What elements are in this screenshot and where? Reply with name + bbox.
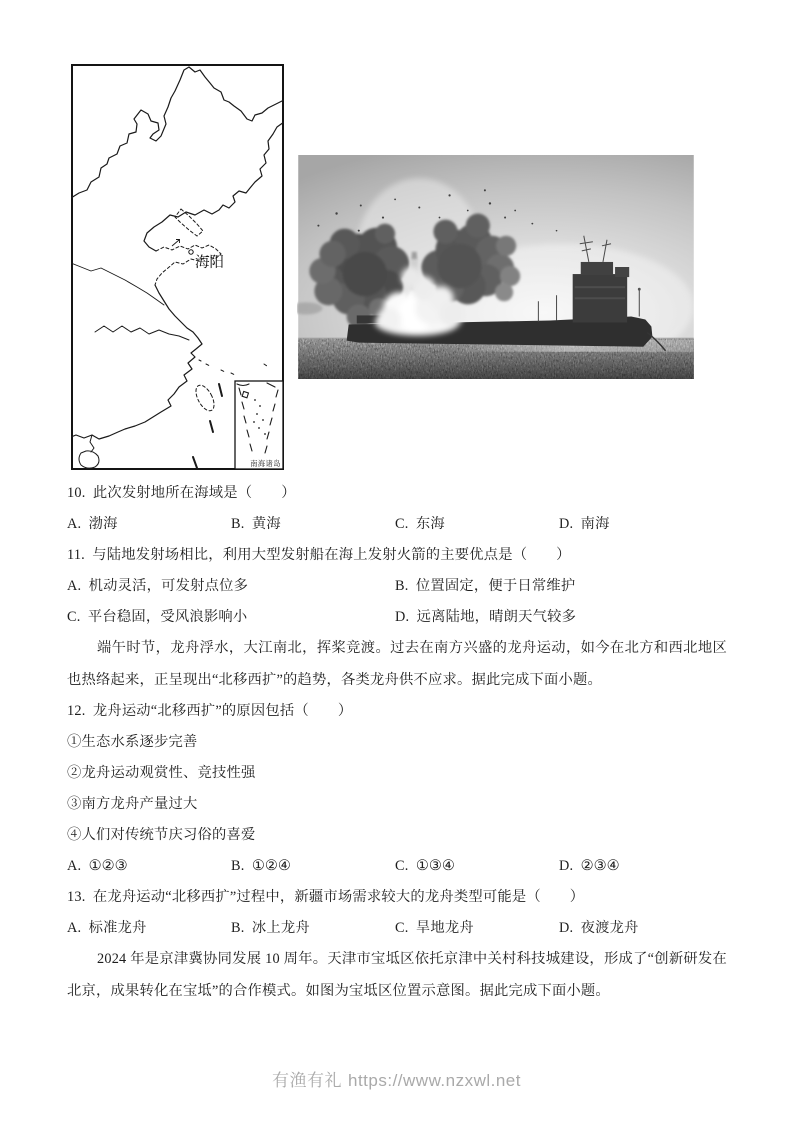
q12-stem: 12. 龙舟运动“北移西扩”的原因包括（ ） — [67, 703, 353, 719]
baodi-passage: 2024 年是京津冀协同发展 10 周年。天津市宝坻区依托京津中关村科技城建设，形成了“创新研发在北京，成果转化在宝坻”的合作模式。如图为宝坻区位置示意图。据此完成下面小题。 — [67, 951, 727, 999]
china-coast-map — [71, 64, 284, 470]
q10-option-b: B. 黄海 — [231, 516, 281, 532]
q12-option-c: C. ①③④ — [395, 858, 455, 874]
q13-options-row — [67, 913, 727, 944]
footer-watermark — [0, 1066, 793, 1091]
q11-option-d: D. 远离陆地，晴朗天气较多 — [395, 609, 577, 625]
q13-option-a: A. 标准龙舟 — [67, 920, 147, 936]
q10-options-row — [67, 509, 727, 540]
dragon-boat-passage: 端午时节，龙舟浮水，大江南北，挥桨竞渡。过去在南方兴盛的龙舟运动，如今在北方和西北地区也热络起来，正呈现出“北移西扩”的趋势，各类龙舟供不应求。据此完成下面小题。 — [67, 640, 727, 688]
footer-url[interactable]: https://www.nzxwl.net — [347, 1071, 521, 1090]
q12-option-b: B. ①②④ — [231, 858, 291, 874]
q12-item-3: ③南方龙舟产量过大 — [67, 796, 198, 812]
inset-label: 南海诸岛 — [250, 460, 281, 468]
q13-stem: 13. 在龙舟运动“北移西扩”过程中，新疆市场需求较大的龙舟类型可能是（ ） — [67, 889, 585, 905]
q12-option-a: A. ①②③ — [67, 858, 128, 874]
rocket-launch-photo-art — [297, 155, 695, 379]
footer-brand: 有渔有礼 — [271, 1071, 342, 1090]
q12-item-2: ②龙舟运动观赏性、竞技性强 — [67, 765, 256, 781]
q11-option-c: C. 平台稳固，受风浪影响小 — [67, 609, 248, 625]
q11-options-row-1 — [67, 571, 727, 602]
q10-option-a: A. 渤海 — [67, 516, 118, 532]
q10-option-c: C. 东海 — [395, 516, 445, 532]
q13-option-b: B. 冰上龙舟 — [231, 920, 310, 936]
q11-option-a: A. 机动灵活，可发射点位多 — [67, 578, 249, 594]
q11-option-b: B. 位置固定，便于日常维护 — [395, 578, 576, 594]
q12-option-d: D. ②③④ — [559, 858, 620, 874]
q13-option-c: C. 旱地龙舟 — [395, 920, 474, 936]
rocket-launch-photo — [297, 155, 695, 379]
china-coast-map-figure — [71, 64, 284, 470]
q10-option-d: D. 南海 — [559, 516, 610, 532]
q12-item-4: ④人们对传统节庆习俗的喜爱 — [67, 827, 256, 843]
q13-option-d: D. 夜渡龙舟 — [559, 920, 639, 936]
q12-item-1: ①生态水系逐步完善 — [67, 734, 198, 750]
q12-options-row — [67, 851, 727, 882]
q10-stem: 10. 此次发射地所在海域是（ ） — [67, 485, 296, 501]
ship-bridge — [573, 262, 630, 323]
question-block — [67, 478, 727, 1007]
q11-stem: 11. 与陆地发射场相比，利用大型发射船在海上发射火箭的主要优点是（ ） — [67, 547, 571, 563]
haiyang-label: 海阳 — [195, 255, 224, 271]
haiyang-marker — [189, 250, 193, 254]
q11-options-row-2 — [67, 602, 727, 633]
map-inset-south-china-sea — [235, 381, 283, 469]
